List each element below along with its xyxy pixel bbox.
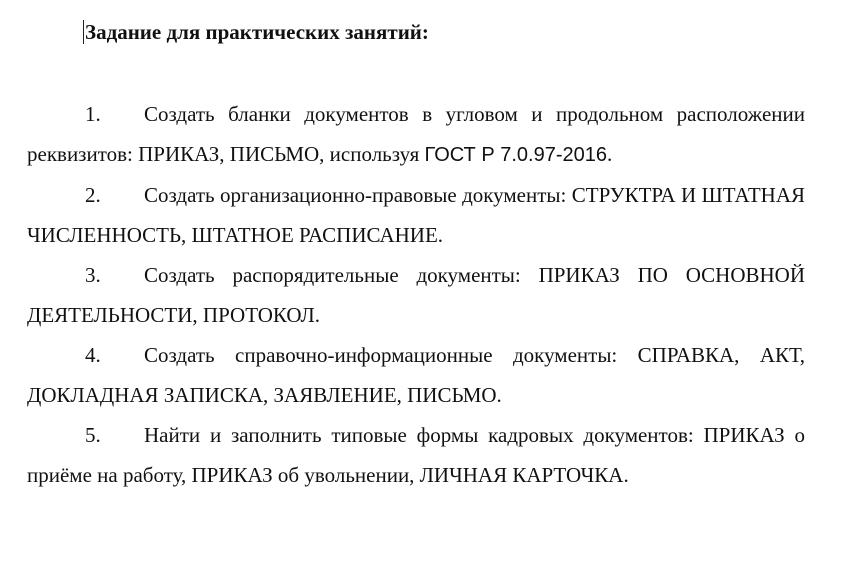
list-item-text: Создать организационно-правовые документы: СТРУКТРА И ШТАТНАЯ ЧИСЛЕННОСТЬ, ШТАТНОЕ РАСПИСАНИЕ. [27,183,805,247]
task-list [27,94,805,495]
list-item-text: Создать бланки документов в угловом и продольном расположении реквизитов: ПРИКАЗ, ПИСЬМО, используя [27,102,805,166]
list-item-text: Найти и заполнить типовые формы кадровых документов: ПРИКАЗ о приёме на работу, ПРИКАЗ об увольнении, ЛИЧНАЯ КАРТОЧКА. [27,423,805,487]
list-item [27,415,805,495]
list-item-number: 1. [85,102,101,126]
list-item-number: 5. [85,423,101,447]
list-item-text: Создать справочно-информационные документы: СПРАВКА, АКТ, ДОКЛАДНАЯ ЗАПИСКА, ЗАЯВЛЕНИЕ, ПИСЬМО. [27,343,805,407]
list-item [27,255,805,335]
document-title: Задание для практических занятий: [85,20,429,44]
list-item [27,94,805,175]
list-item-text: Создать распорядительные документы: ПРИКАЗ ПО ОСНОВНОЙ ДЕЯТЕЛЬНОСТИ, ПРОТОКОЛ. [27,263,805,327]
list-item-number: 4. [85,343,101,367]
list-item [27,175,805,255]
list-item-standard-code: ГОСТ Р 7.0.97-2016 [424,144,607,166]
list-item-text-end: . [607,142,613,166]
text-cursor [83,20,84,44]
list-item-number: 3. [85,263,101,287]
list-item-number: 2. [85,183,101,207]
list-item [27,335,805,415]
